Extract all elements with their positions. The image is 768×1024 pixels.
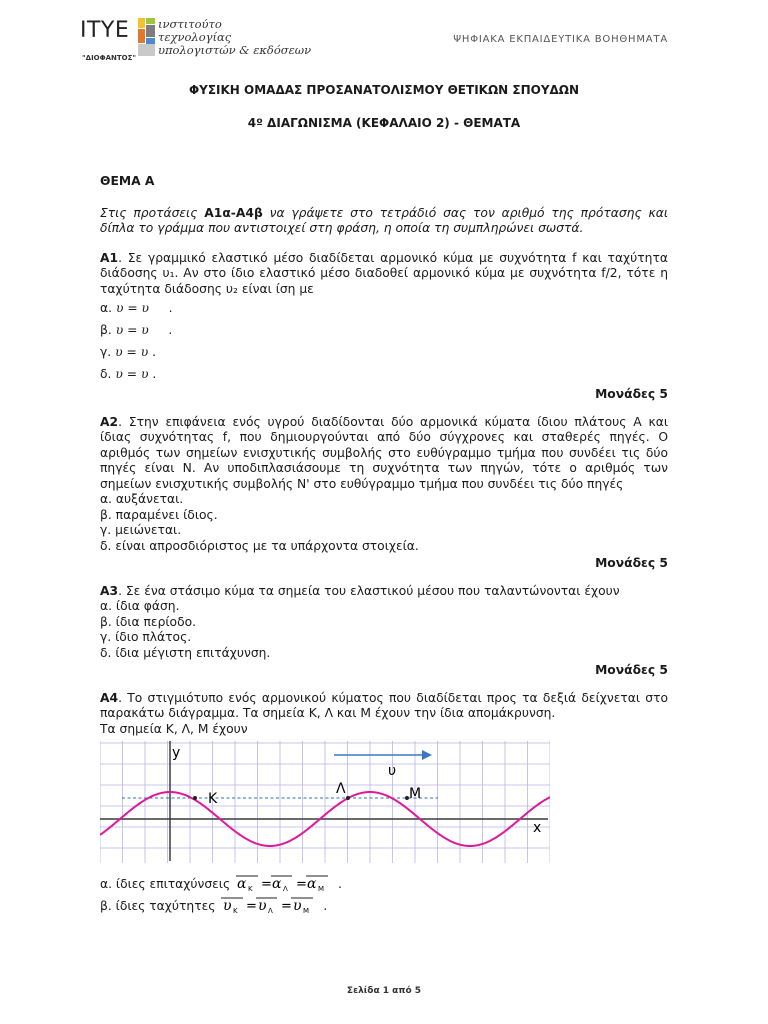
question-a1-text: . Σε γραμμικό ελαστικό μέσο διαδίδεται αρμονικό κύμα με συχνότητα f και ταχύτητα διάδοσης υ₁. Αν στο ίδιο ελαστικό μέσο διαδοθεί αρμονικό κύμα με συχνότητα f/2, τότε η ταχύτητα διάδοσης υ₂ είναι ίση με [100,250,668,296]
option-a2-b: β. παραμένει ίδιος. [100,507,218,522]
x-axis-label: x [533,820,542,836]
logo-line-1: ινστιτούτο [158,17,222,31]
question-a2 [100,415,668,493]
question-a2-options [100,492,668,554]
logo-tagline [158,18,311,57]
option-a1-a [100,297,668,319]
question-a3-marks: Μονάδες 5 [595,663,668,677]
option-a3-d: δ. ίδια μέγιστη επιτάχυνση. [100,645,271,660]
option-letter: γ. [100,345,112,359]
option-end: . [168,323,173,337]
svg-text:Λ: Λ [268,907,274,915]
question-a4-label: Α4 [100,690,119,705]
question-a1-label: Α1 [100,250,119,265]
question-a2-text: . Στην επιφάνεια ενός υγρού διαδίδονται δύο αρμονικά κύματα ίδιου πλάτους Α και ίδιας συχνότητας f, που δημιουργούνται από δύο σύγχρονες και σταθερές πηγές. Ο αριθμός των σημείων ενισχυτικής συμβολής στο ευθύγραμμο τμήμα που συνδέει τις δύο πηγές είναι Ν. Αν υποδιπλασιάσουμε τη συχνότητα των πηγών, τότε ο αριθμός των σημείων ενισχυτικής συμβολής Ν' στο ευθύγραμμο τμήμα που συνδέει τις δύο πηγές [100,414,668,491]
question-a3 [100,584,668,600]
option-a3-b: β. ίδια περίοδο. [100,614,197,629]
document-body [100,174,668,917]
question-a3-label: Α3 [100,583,119,598]
question-a4-subtext: Τα σημεία Κ, Λ, Μ έχουν [100,721,248,736]
point-m-label: Μ [409,786,422,802]
option-a2-d: δ. είναι απροσδιόριστος με τα υπάρχοντα στοιχεία. [100,538,419,553]
option-a4-b-text: β. ίδιες ταχύτητες [100,899,216,913]
formula-symbol-3: υ [293,898,302,914]
svg-text:=: = [281,899,293,914]
svg-text:=: = [246,899,258,914]
logo-line-3: υπολογιστών & εκδόσεων [158,43,312,57]
option-a4-a: α. ίδιες επιταχύνσεις α Κ = α Λ = α Μ . [100,873,668,895]
velocity-arrow-head [422,750,432,760]
logo-subtitle: "ΔΙΟΦΑΝΤΟΣ" [82,54,137,62]
option-a2-a: α. αυξάνεται. [100,492,184,506]
option-letter: β. [100,323,112,337]
option-expression: υ = υ [115,345,149,359]
svg-text:Κ: Κ [248,885,253,893]
course-title: ΦΥΣΙΚΗ ΟΜΑΔΑΣ ΠΡΟΣΑΝΑΤΟΛΙΣΜΟΥ ΘΕΤΙΚΩΝ ΣΠΟΥΔΩΝ [188,83,580,97]
section-instructions [100,206,668,237]
svg-text:=: = [261,877,272,892]
option-a1-c [100,341,668,363]
formula-symbol-1: υ [223,898,232,914]
formula-symbol-1: α [237,876,247,892]
question-a4 [100,691,668,722]
option-expression: υ = υ [115,367,149,381]
section-title: ΘΕΜΑ Α [100,174,155,188]
intro-range: Α1α-Α4β [204,205,263,220]
publisher-logo [80,14,320,76]
intro-text-end: να γράψετε στο τετράδιό σας τον αριθμό της πρότασης και δίπλα το γράμμα που αντιστοιχεί στη φράση, η οποία τη συμπληρώνει σωστά. [100,205,668,235]
point-l-label: Λ [336,781,346,797]
point-l-marker [346,796,350,800]
option-expression: υ = υ [115,323,149,337]
option-a4-a-text: α. ίδιες επιταχύνσεις [100,877,231,891]
header-series-title: ΨΗΦΙΑΚΑ ΕΚΠΑΙΔΕΥΤΙΚΑ ΒΟΗΘΗΜΑΤΑ [453,34,668,45]
velocity-equality-formula [219,895,319,915]
question-a1 [100,251,668,298]
question-a1-marks: Μονάδες 5 [595,387,668,401]
option-letter: α. [100,301,113,315]
option-a1-d [100,363,668,385]
option-a1-b [100,319,668,341]
svg-text:Λ: Λ [283,885,288,893]
formula-symbol-3: α [307,876,317,892]
formula-symbol-2: υ [258,898,267,914]
question-a2-marks: Μονάδες 5 [595,556,668,570]
point-k-label: Κ [208,791,218,807]
option-a4-b: β. ίδιες ταχύτητες υ Κ = υ Λ = υ Μ . [100,895,668,917]
y-axis-label: y [172,745,181,761]
question-a3-options [100,599,668,661]
intro-text-start: Στις προτάσεις [100,205,205,220]
page-footer: Σελίδα 1 από 5 [346,986,422,996]
svg-text:Μ: Μ [303,907,310,915]
option-letter: δ. [100,367,112,381]
question-a2-label: Α2 [100,414,119,429]
svg-text:Μ: Μ [318,885,325,893]
question-a4-text: . Το στιγμιότυπο ενός αρμονικού κύματος που διαδίδεται προς τα δεξιά δείχνεται στο παρακάτω διάγραμμα. Τα σημεία Κ, Λ και Μ έχουν την ίδια απομάκρυνση. [100,690,668,720]
point-k-marker [193,796,197,800]
wave-snapshot-graph [100,741,550,863]
question-a3-text: . Σε ένα στάσιμο κύμα τα σημεία του ελαστικού μέσου που ταλαντώνονται έχουν [118,583,620,598]
formula-symbol-2: α [272,876,282,892]
option-a3-c: γ. ίδιο πλάτος. [100,630,192,644]
option-a3-a: α. ίδια φάση. [100,599,180,613]
option-end: . [152,345,157,359]
velocity-label: υ [388,763,397,779]
logo-emblem-icon [136,16,158,60]
acceleration-equality-formula [234,873,334,893]
exam-title: 4º ΔΙΑΓΩΝΙΣΜΑ (ΚΕΦΑΛΑΙΟ 2) - ΘΕΜΑΤΑ [247,116,521,130]
option-expression: υ = υ [115,301,150,315]
svg-text:=: = [296,877,307,892]
logo-line-2: τεχνολογίας [158,30,232,44]
option-a2-c: γ. μειώνεται. [100,523,182,537]
option-end: . [168,301,173,315]
logo-wordmark: ΙΤΥΕ [80,18,130,43]
svg-text:Κ: Κ [233,907,238,915]
option-end: . [152,367,157,381]
question-a1-options [100,297,668,385]
